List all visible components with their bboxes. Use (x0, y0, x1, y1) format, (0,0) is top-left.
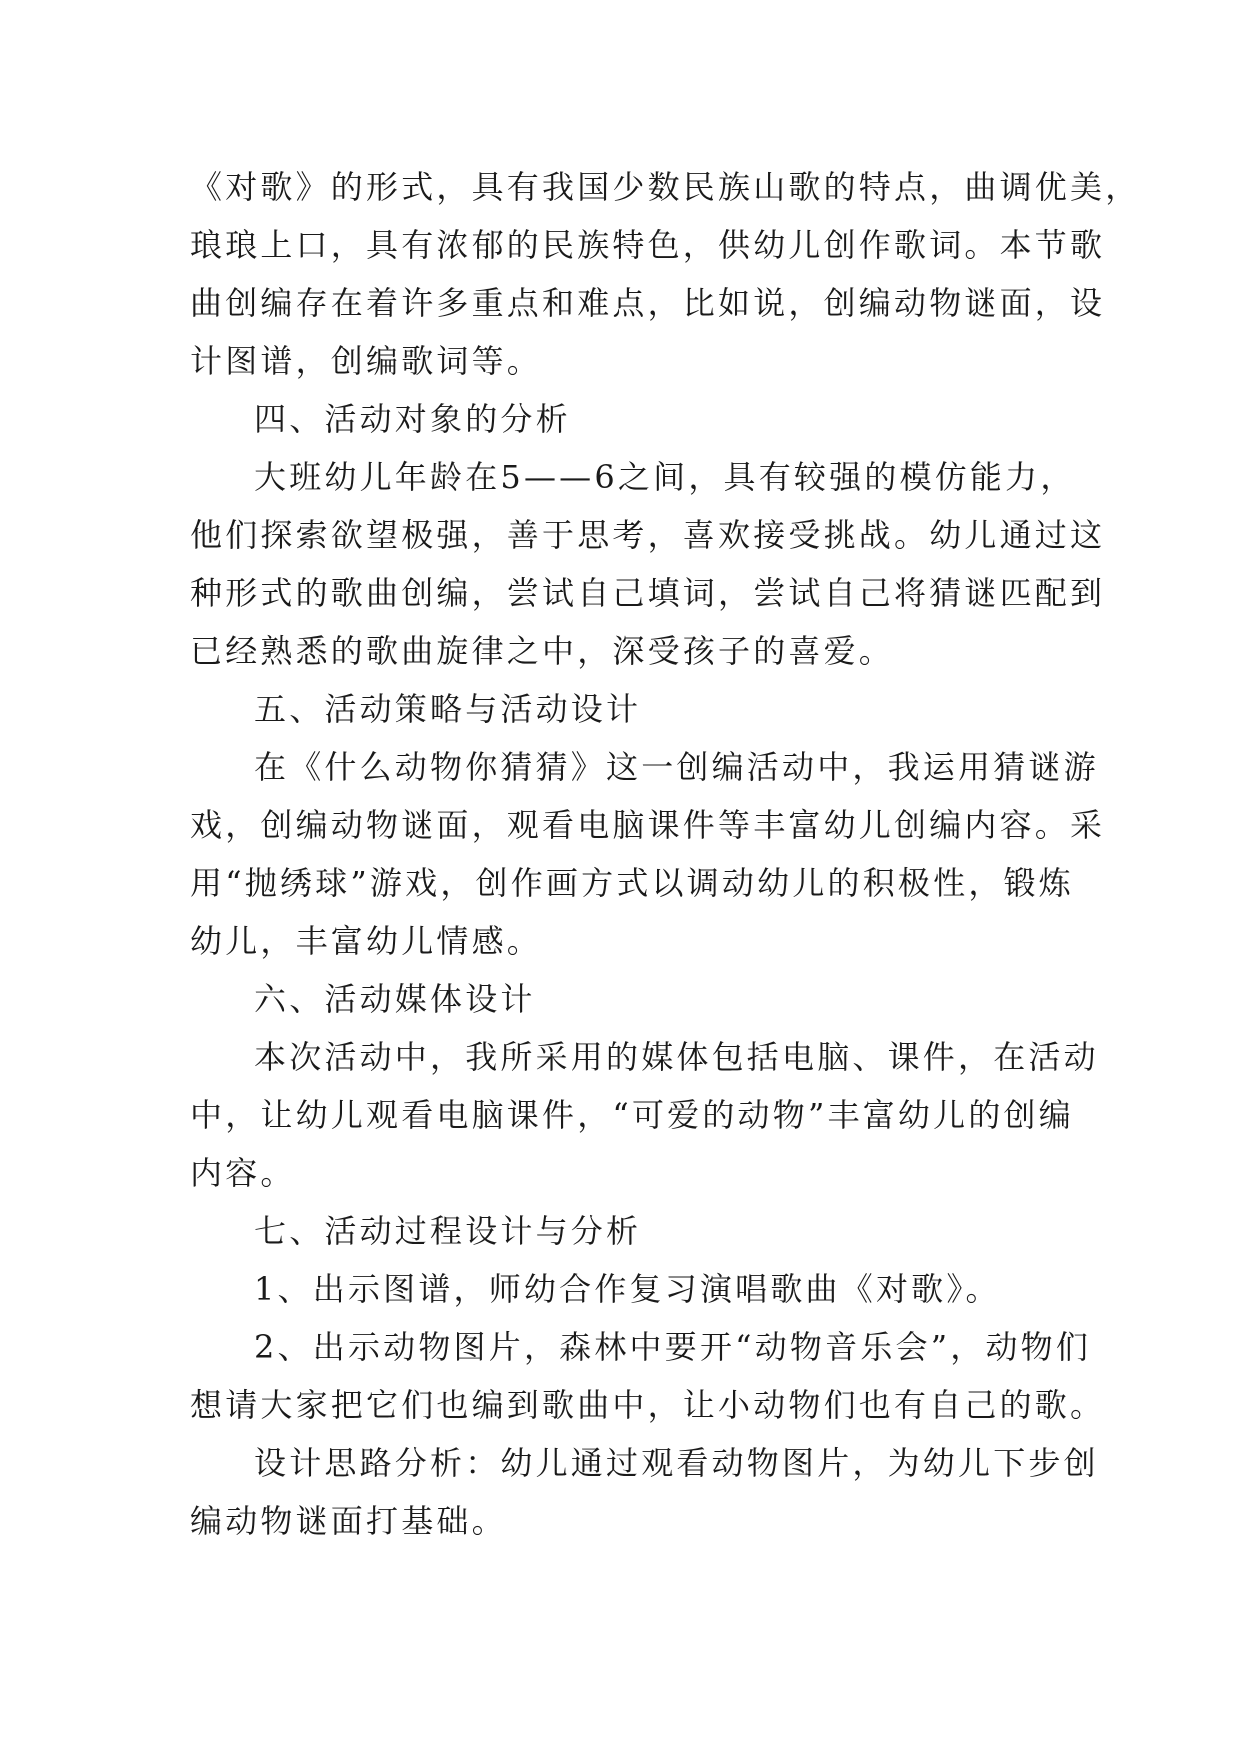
text-line: 曲创编存在着许多重点和难点，比如说，创编动物谜面，设 (190, 284, 1106, 322)
text-line: 幼儿，丰富幼儿情感。 (190, 922, 543, 960)
text-line: 中，让幼儿观看电脑课件，“可爱的动物”丰富幼儿的创编 (190, 1096, 1074, 1134)
text-line: 本次活动中，我所采用的媒体包括电脑、课件，在活动 (254, 1038, 1099, 1076)
text-line: 五、活动策略与活动设计 (254, 690, 642, 728)
text-line: 想请大家把它们也编到歌曲中，让小动物们也有自己的歌。 (190, 1386, 1106, 1424)
text-line: 编动物谜面打基础。 (190, 1502, 507, 1540)
text-line: 四、活动对象的分析 (254, 400, 571, 438)
text-line: 计图谱，创编歌词等。 (190, 342, 543, 380)
text-line: 戏，创编动物谜面，观看电脑课件等丰富幼儿创编内容。采 (190, 806, 1106, 844)
document-body (190, 158, 1141, 1550)
text-line: 他们探索欲望极强，善于思考，喜欢接受挑战。幼儿通过这 (190, 516, 1106, 554)
text-line: 七、活动过程设计与分析 (254, 1212, 642, 1250)
text-line: 设计思路分析：幼儿通过观看动物图片，为幼儿下步创 (254, 1444, 1099, 1482)
text-line: 种形式的歌曲创编，尝试自己填词，尝试自己将猜谜匹配到 (190, 574, 1106, 612)
text-line: 《对歌》的形式，具有我国少数民族山歌的特点，曲调优美， (190, 168, 1141, 206)
text-line: 琅琅上口，具有浓郁的民族特色，供幼儿创作歌词。本节歌 (190, 226, 1106, 264)
text-line: 用“抛绣球”游戏，创作画方式以调动幼儿的积极性，锻炼 (190, 864, 1074, 902)
text-line: 2、出示动物图片，森林中要开“动物音乐会”，动物们 (254, 1328, 1092, 1366)
text-line: 已经熟悉的歌曲旋律之中，深受孩子的喜爱。 (190, 632, 895, 670)
text-line: 六、活动媒体设计 (254, 980, 536, 1018)
text-line: 内容。 (190, 1154, 296, 1192)
text-line: 在《什么动物你猜猜》这一创编活动中，我运用猜谜游 (254, 748, 1099, 786)
text-line: 1、出示图谱，师幼合作复习演唱歌曲《对歌》。 (254, 1270, 1001, 1308)
text-line: 大班幼儿年龄在5——6之间，具有较强的模仿能力， (254, 458, 1076, 496)
